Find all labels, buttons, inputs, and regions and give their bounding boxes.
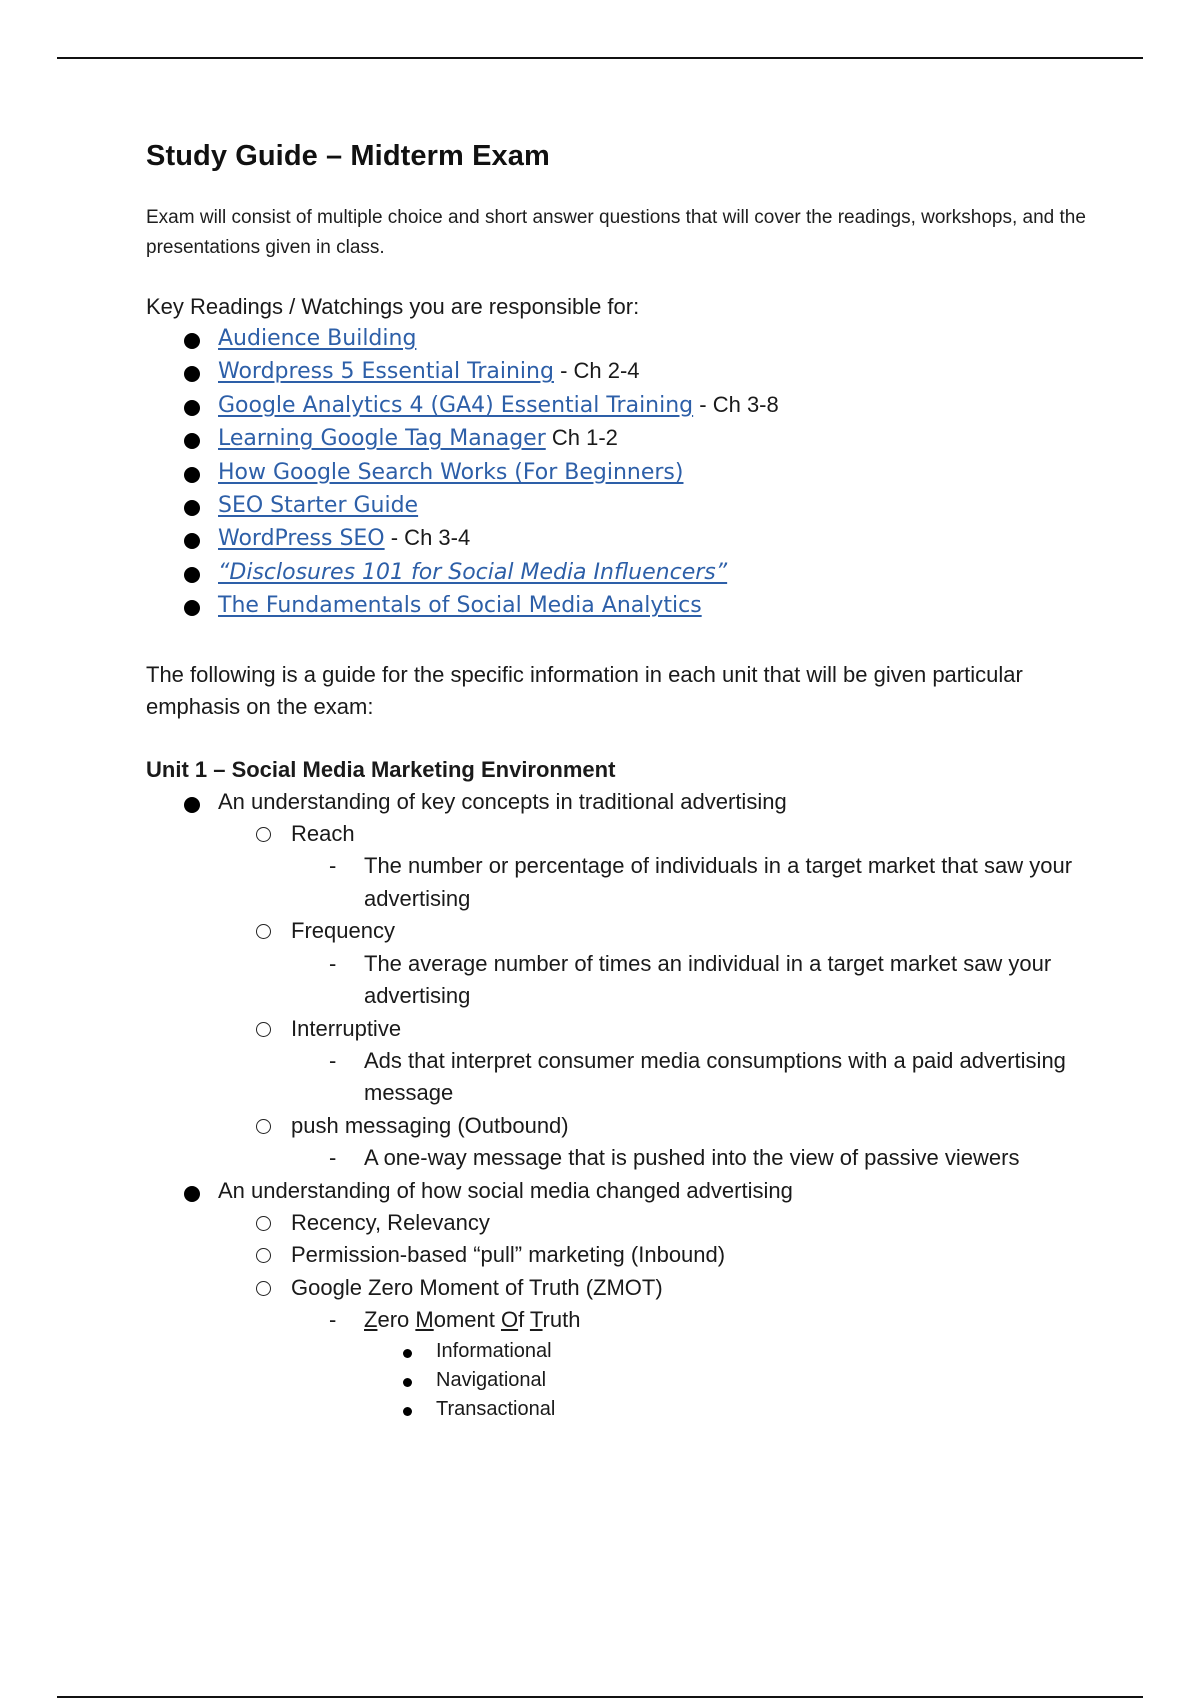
reach-definition-list bbox=[146, 850, 1106, 915]
zmot-type-navigational: Navigational bbox=[146, 1366, 1106, 1395]
unit-1-list-2 bbox=[146, 1175, 1106, 1207]
list-item: WordPress SEO - Ch 3-4 bbox=[146, 522, 1106, 555]
reading-link-ga4[interactable]: Google Analytics 4 (GA4) Essential Training bbox=[218, 392, 694, 418]
concept-definition: - The number or percentage of individuals in a target market that saw your advertising bbox=[146, 850, 1106, 915]
list-item bbox=[146, 456, 1106, 489]
list-item: An understanding of key concepts in traditional advertising bbox=[146, 786, 1106, 818]
list-item: Google Analytics 4 (GA4) Essential Training - Ch 3-8 bbox=[146, 389, 1106, 422]
concept-frequency: Frequency bbox=[146, 915, 1106, 947]
reading-link-analytics-fundamentals[interactable]: The Fundamentals of Social Media Analytics bbox=[218, 593, 702, 619]
reading-link-audience-building[interactable]: Audience Building bbox=[218, 326, 417, 351]
reading-link-wordpress-seo[interactable]: WordPress SEO bbox=[218, 526, 385, 552]
list-item bbox=[146, 589, 1106, 622]
frequency-definition-list bbox=[146, 948, 1106, 1013]
page-title: Study Guide – Midterm Exam bbox=[146, 140, 550, 172]
traditional-concepts-list bbox=[146, 818, 1106, 850]
unit-1-heading: Unit 1 – Social Media Marketing Environment bbox=[146, 756, 616, 782]
zmot-types-list bbox=[146, 1337, 1106, 1424]
list-item: An understanding of how social media changed advertising bbox=[146, 1175, 1106, 1207]
zmot-type-informational: Informational bbox=[146, 1337, 1106, 1366]
intro-paragraph: Exam will consist of multiple choice and short answer questions that will cover the readings, workshops, and the presentations given in class. bbox=[146, 207, 1086, 258]
reading-link-wordpress-5[interactable]: Wordpress 5 Essential Training bbox=[218, 359, 554, 385]
bottom-rule bbox=[57, 1696, 1143, 1698]
concept-permission: Permission-based “pull” marketing (Inbound) bbox=[146, 1239, 1106, 1271]
concept-definition: - Ads that interpret consumer media consumptions with a paid advertising message bbox=[146, 1045, 1106, 1110]
document-page bbox=[146, 140, 1106, 1424]
unit-1-list bbox=[146, 786, 1106, 818]
social-change-list bbox=[146, 1207, 1106, 1304]
list-item bbox=[146, 556, 1106, 589]
concept-definition: - The average number of times an individual in a target market saw your advertising bbox=[146, 948, 1106, 1013]
reading-link-google-search[interactable]: How Google Search Works (For Beginners) bbox=[218, 459, 684, 485]
reading-link-seo-starter[interactable]: SEO Starter Guide bbox=[218, 493, 419, 519]
zmot-definition-list bbox=[146, 1304, 1106, 1336]
readings-label: Key Readings / Watchings you are responsible for: bbox=[146, 294, 640, 319]
reading-link-gtm[interactable]: Learning Google Tag Manager bbox=[218, 426, 546, 452]
interruptive-definition-list bbox=[146, 1045, 1106, 1110]
reading-link-disclosures[interactable]: “Disclosures 101 for Social Media Influencers” bbox=[218, 559, 728, 585]
concept-interruptive: Interruptive bbox=[146, 1013, 1106, 1045]
list-item bbox=[146, 322, 1106, 355]
readings-list bbox=[146, 322, 1106, 623]
concept-definition: - A one-way message that is pushed into the view of passive viewers bbox=[146, 1142, 1106, 1174]
zmot-expansion: - Zero Moment Of Truth bbox=[146, 1304, 1106, 1336]
zmot-type-transactional: Transactional bbox=[146, 1395, 1106, 1424]
list-item: Wordpress 5 Essential Training - Ch 2-4 bbox=[146, 355, 1106, 388]
push-list bbox=[146, 1110, 1106, 1142]
concept-push-messaging: push messaging (Outbound) bbox=[146, 1110, 1106, 1142]
interruptive-list bbox=[146, 1013, 1106, 1045]
list-item bbox=[146, 489, 1106, 522]
concept-recency: Recency, Relevancy bbox=[146, 1207, 1106, 1239]
top-rule bbox=[57, 57, 1143, 59]
push-definition-list bbox=[146, 1142, 1106, 1174]
list-item: Learning Google Tag Manager Ch 1-2 bbox=[146, 422, 1106, 455]
concept-reach: Reach bbox=[146, 818, 1106, 850]
frequency-list bbox=[146, 915, 1106, 947]
concept-zmot: Google Zero Moment of Truth (ZMOT) bbox=[146, 1272, 1106, 1304]
guide-paragraph: The following is a guide for the specific information in each unit that will be given particular emphasis on the exam: bbox=[146, 661, 1023, 720]
